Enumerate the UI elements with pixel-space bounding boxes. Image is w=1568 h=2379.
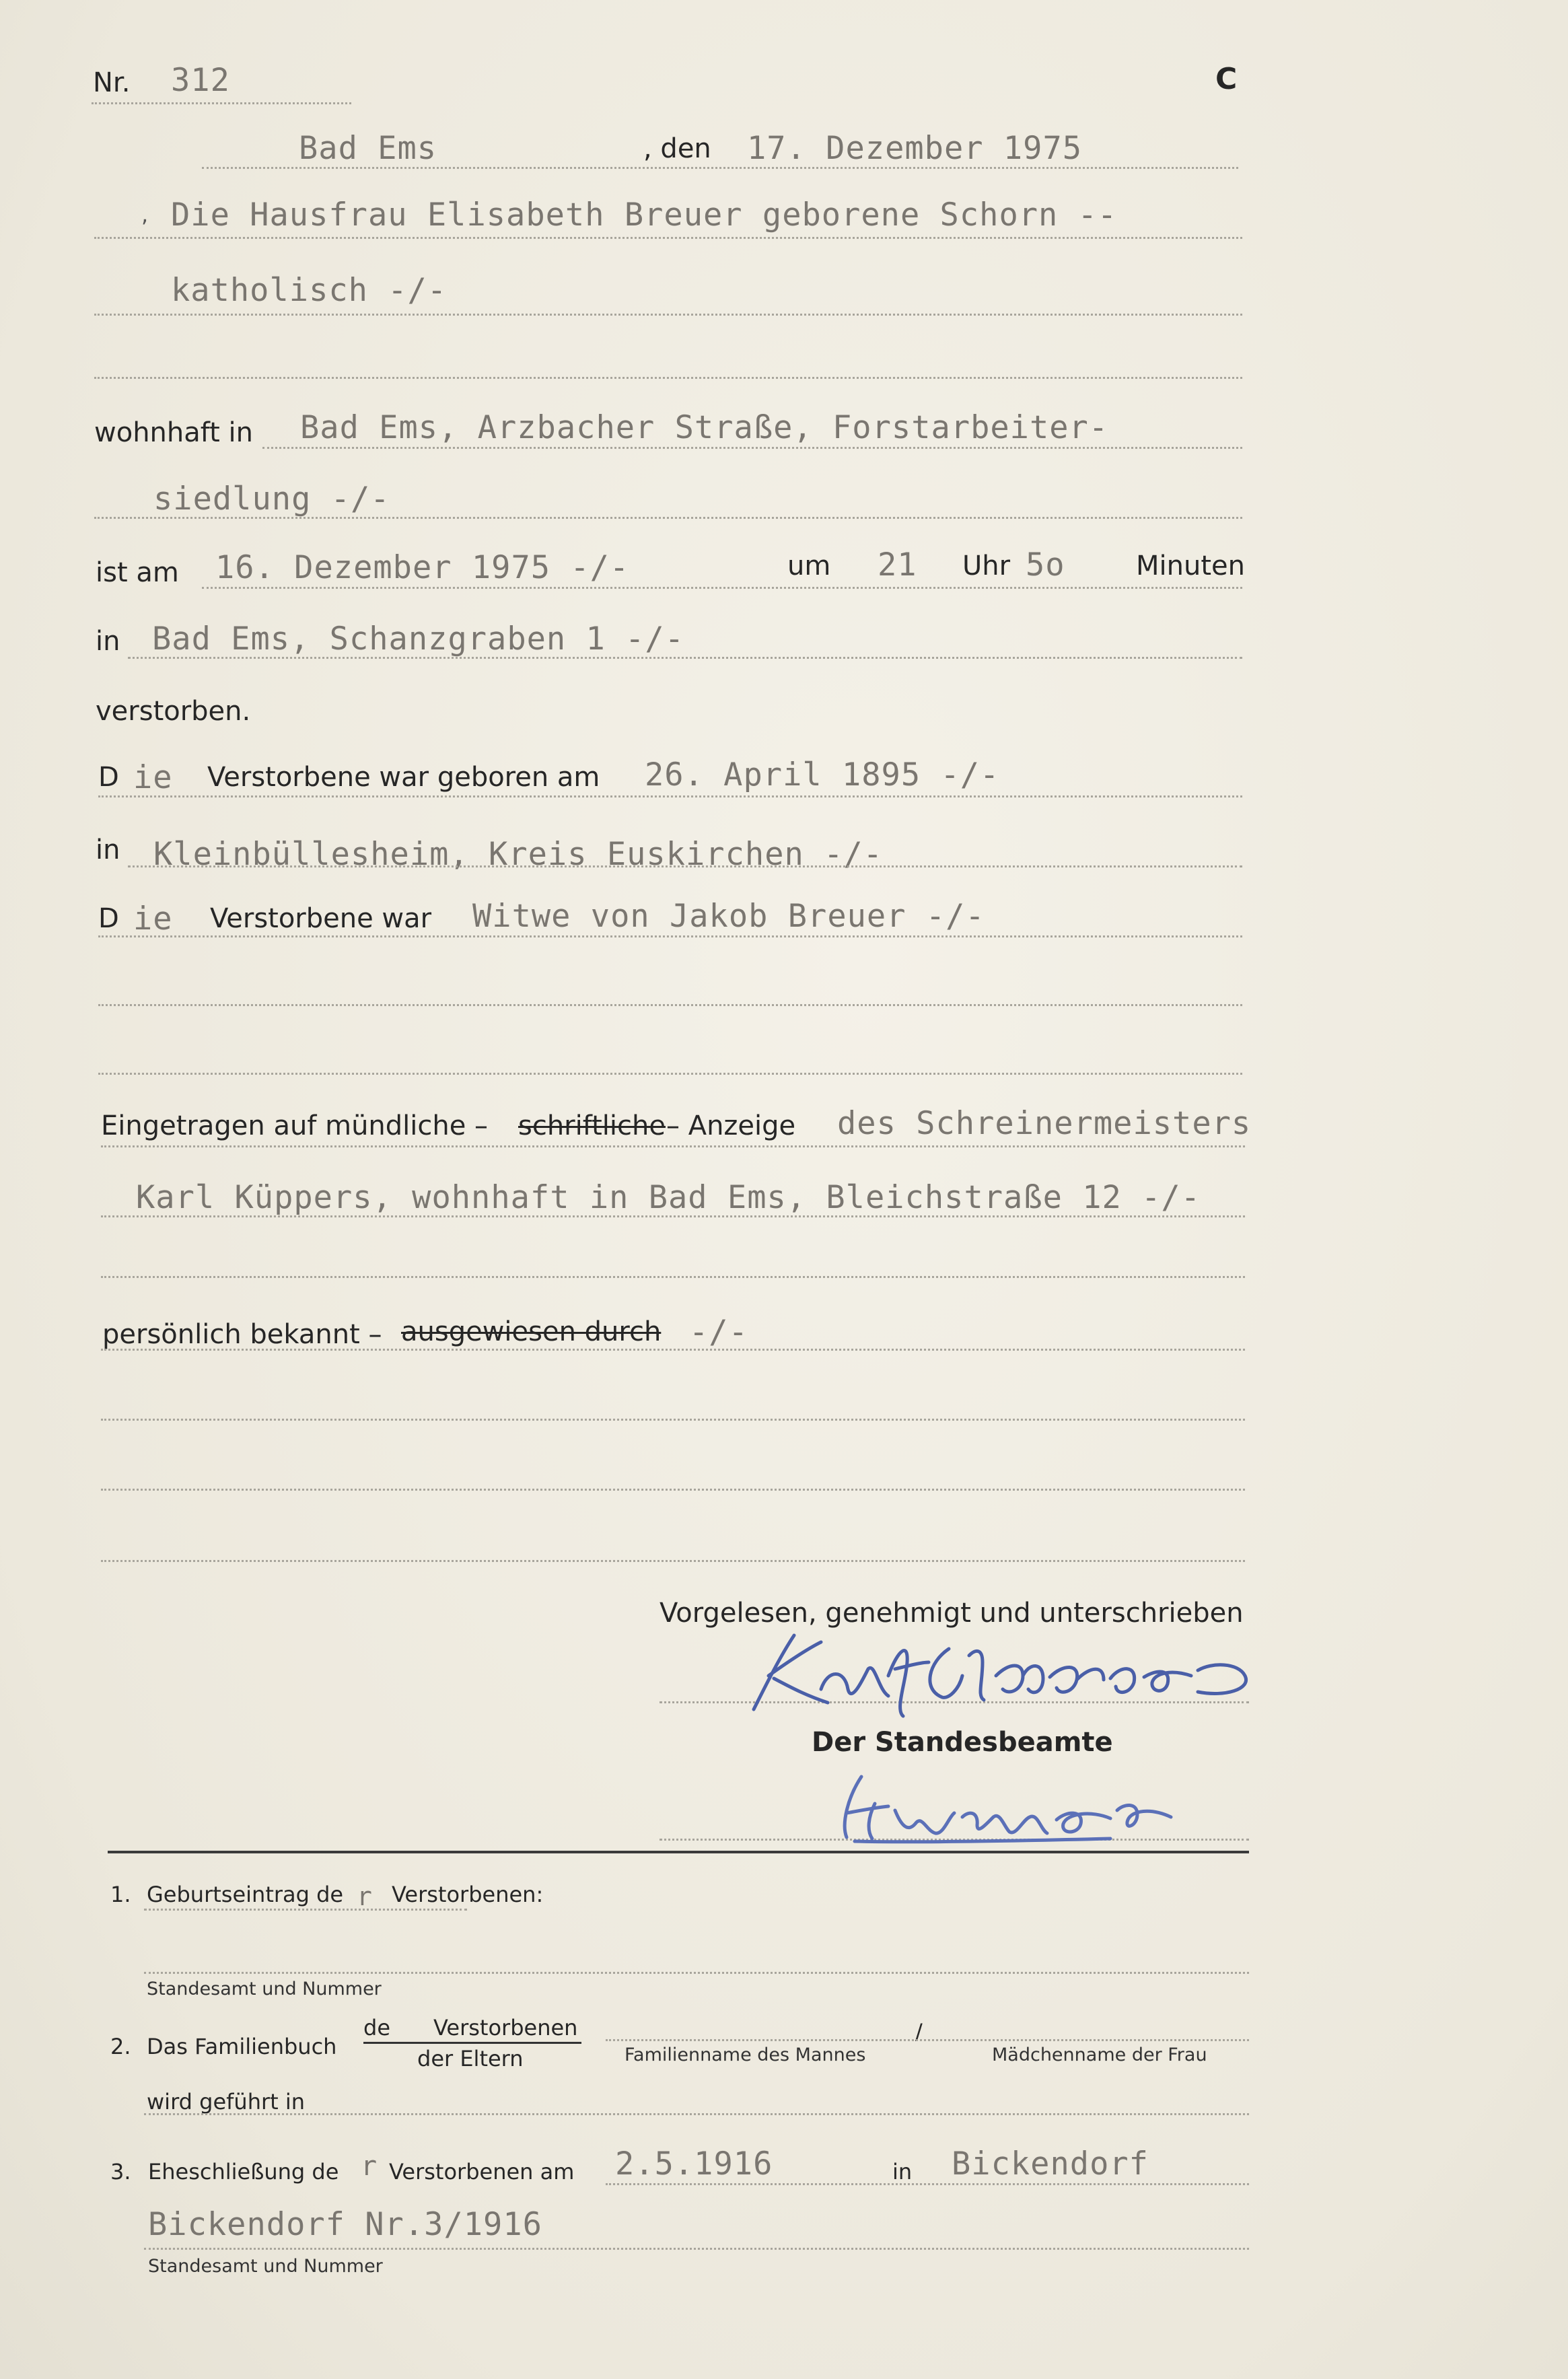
identity-rule — [101, 1349, 1245, 1351]
item2-names-rule — [606, 2039, 1249, 2041]
item2-slash: / — [915, 2019, 923, 2045]
item1-label2: Verstorbenen: — [392, 1882, 544, 1907]
item3-number: 3. — [110, 2159, 131, 2185]
verstorben-label: verstorben. — [96, 696, 251, 727]
residence-line1: Bad Ems, Arzbacher Straße, Forstarbeiter- — [300, 409, 1109, 446]
item1-ending: r — [357, 1882, 373, 1911]
item1-rule2 — [144, 1972, 1249, 1974]
residence-line2: siedlung -/- — [153, 481, 390, 518]
death-date: 16. Dezember 1975 -/- — [215, 549, 630, 586]
item2-label: Das Familienbuch — [147, 2034, 337, 2059]
report-rule2 — [101, 1215, 1245, 1217]
report-label-a: Eingetragen auf mündliche – — [101, 1110, 489, 1141]
place-value: Bad Ems — [299, 130, 437, 167]
comma-mark: , — [141, 202, 149, 227]
death-date-label: ist am — [96, 557, 179, 588]
death-in-label: in — [96, 626, 120, 657]
identity-value: -/- — [689, 1314, 748, 1351]
death-place-rule — [128, 657, 1242, 659]
item3-label2: Verstorbenen am — [389, 2159, 575, 2185]
item2-top-a: de — [363, 2015, 390, 2040]
item3-date: 2.5.1916 — [615, 2145, 773, 2182]
status-rule — [98, 935, 1242, 937]
residence-rule1 — [262, 447, 1242, 449]
item2-rule2 — [144, 2113, 1249, 2115]
report-label-struck: schriftliche — [518, 1110, 666, 1141]
item2-bottom: der Eltern — [417, 2046, 524, 2071]
birth-place: Kleinbüllesheim, Kreis Euskirchen -/- — [153, 836, 883, 873]
item2-caption-husband: Familienname des Mannes — [625, 2045, 866, 2065]
item1-caption: Standesamt und Nummer — [147, 1979, 382, 1999]
footer-divider — [108, 1851, 1249, 1853]
registrar-title: Der Standesbeamte — [812, 1727, 1113, 1758]
identity-label-struck: ausgewiesen durch — [401, 1316, 662, 1347]
blank-line-2 — [98, 1004, 1242, 1006]
blank-line-3 — [98, 1073, 1242, 1075]
name-line-rule — [94, 237, 1242, 239]
blank-line-4 — [101, 1276, 1245, 1278]
status-suffix: ie — [133, 900, 173, 937]
den-label: , den — [643, 133, 711, 164]
report-rule1 — [101, 1145, 1245, 1147]
item3-place: Bickendorf — [952, 2145, 1149, 2182]
item3-caption: Standesamt und Nummer — [148, 2256, 383, 2277]
religion-line-rule — [94, 314, 1242, 316]
blank-line-5 — [101, 1419, 1245, 1421]
status-value: Witwe von Jakob Breuer -/- — [472, 898, 985, 935]
reporter-signature — [727, 1622, 1279, 1723]
item2-line2: wird geführt in — [147, 2089, 306, 2115]
item3-ending: r — [361, 2151, 378, 2182]
place-date-line — [202, 167, 1238, 169]
death-hour: 21 — [878, 546, 917, 583]
name-line: Die Hausfrau Elisabeth Breuer geborene Schorn -- — [171, 197, 1118, 234]
item3-registry: Bickendorf Nr.3/1916 — [148, 2206, 542, 2243]
residence-label: wohnhaft in — [94, 417, 253, 448]
report-value1: des Schreinermeisters — [837, 1105, 1252, 1142]
item2-number: 2. — [110, 2034, 131, 2059]
death-uhr-label: Uhr — [962, 551, 1011, 581]
death-um-label: um — [787, 551, 831, 581]
nr-value: 312 — [171, 62, 230, 99]
status-label: Verstorbene war — [210, 903, 432, 934]
item2-top-b: Verstorbenen — [433, 2015, 578, 2040]
item2-fraction-line — [363, 2042, 581, 2044]
birth-prefix: D — [98, 762, 119, 793]
birth-date: 26. April 1895 -/- — [645, 756, 1000, 793]
death-place: Bad Ems, Schanzgraben 1 -/- — [152, 620, 685, 658]
birth-place-rule — [128, 865, 1242, 867]
blank-line — [94, 377, 1242, 379]
blank-line-7 — [101, 1560, 1245, 1562]
status-prefix: D — [98, 903, 119, 934]
religion-line: katholisch -/- — [171, 272, 448, 309]
item1-rule1 — [144, 1909, 467, 1911]
item3-in-label: in — [892, 2159, 913, 2185]
birth-in-label: in — [96, 835, 120, 865]
birth-date-rule — [98, 795, 1242, 797]
identity-label-a: persönlich bekannt – — [102, 1319, 382, 1350]
registrar-signature — [828, 1763, 1191, 1851]
birth-label: Verstorbene war geboren am — [207, 762, 600, 793]
birth-suffix: ie — [133, 759, 173, 796]
death-date-rule — [202, 587, 1242, 589]
item3-rule1 — [606, 2183, 1249, 2185]
corner-letter: C — [1215, 62, 1238, 96]
blank-line-6 — [101, 1489, 1245, 1491]
item3-rule2 — [144, 2248, 1249, 2250]
item1-label: Geburtseintrag de — [147, 1882, 344, 1907]
nr-label: Nr. — [93, 67, 131, 98]
report-label-b: – Anzeige — [666, 1110, 796, 1141]
read-approved-label: Vorgelesen, genehmigt und unterschrieben — [660, 1598, 1244, 1629]
residence-rule2 — [94, 517, 1242, 519]
date-value: 17. Dezember 1975 — [747, 130, 1083, 167]
item3-label: Eheschließung de — [148, 2159, 339, 2185]
death-minuten-label: Minuten — [1136, 551, 1245, 581]
death-minutes: 5o — [1026, 546, 1065, 583]
nr-line — [92, 102, 351, 104]
item1-number: 1. — [110, 1882, 131, 1907]
report-value2: Karl Küppers, wohnhaft in Bad Ems, Bleichstraße 12 -/- — [136, 1179, 1201, 1216]
item2-caption-wife: Mädchenname der Frau — [992, 2045, 1207, 2065]
